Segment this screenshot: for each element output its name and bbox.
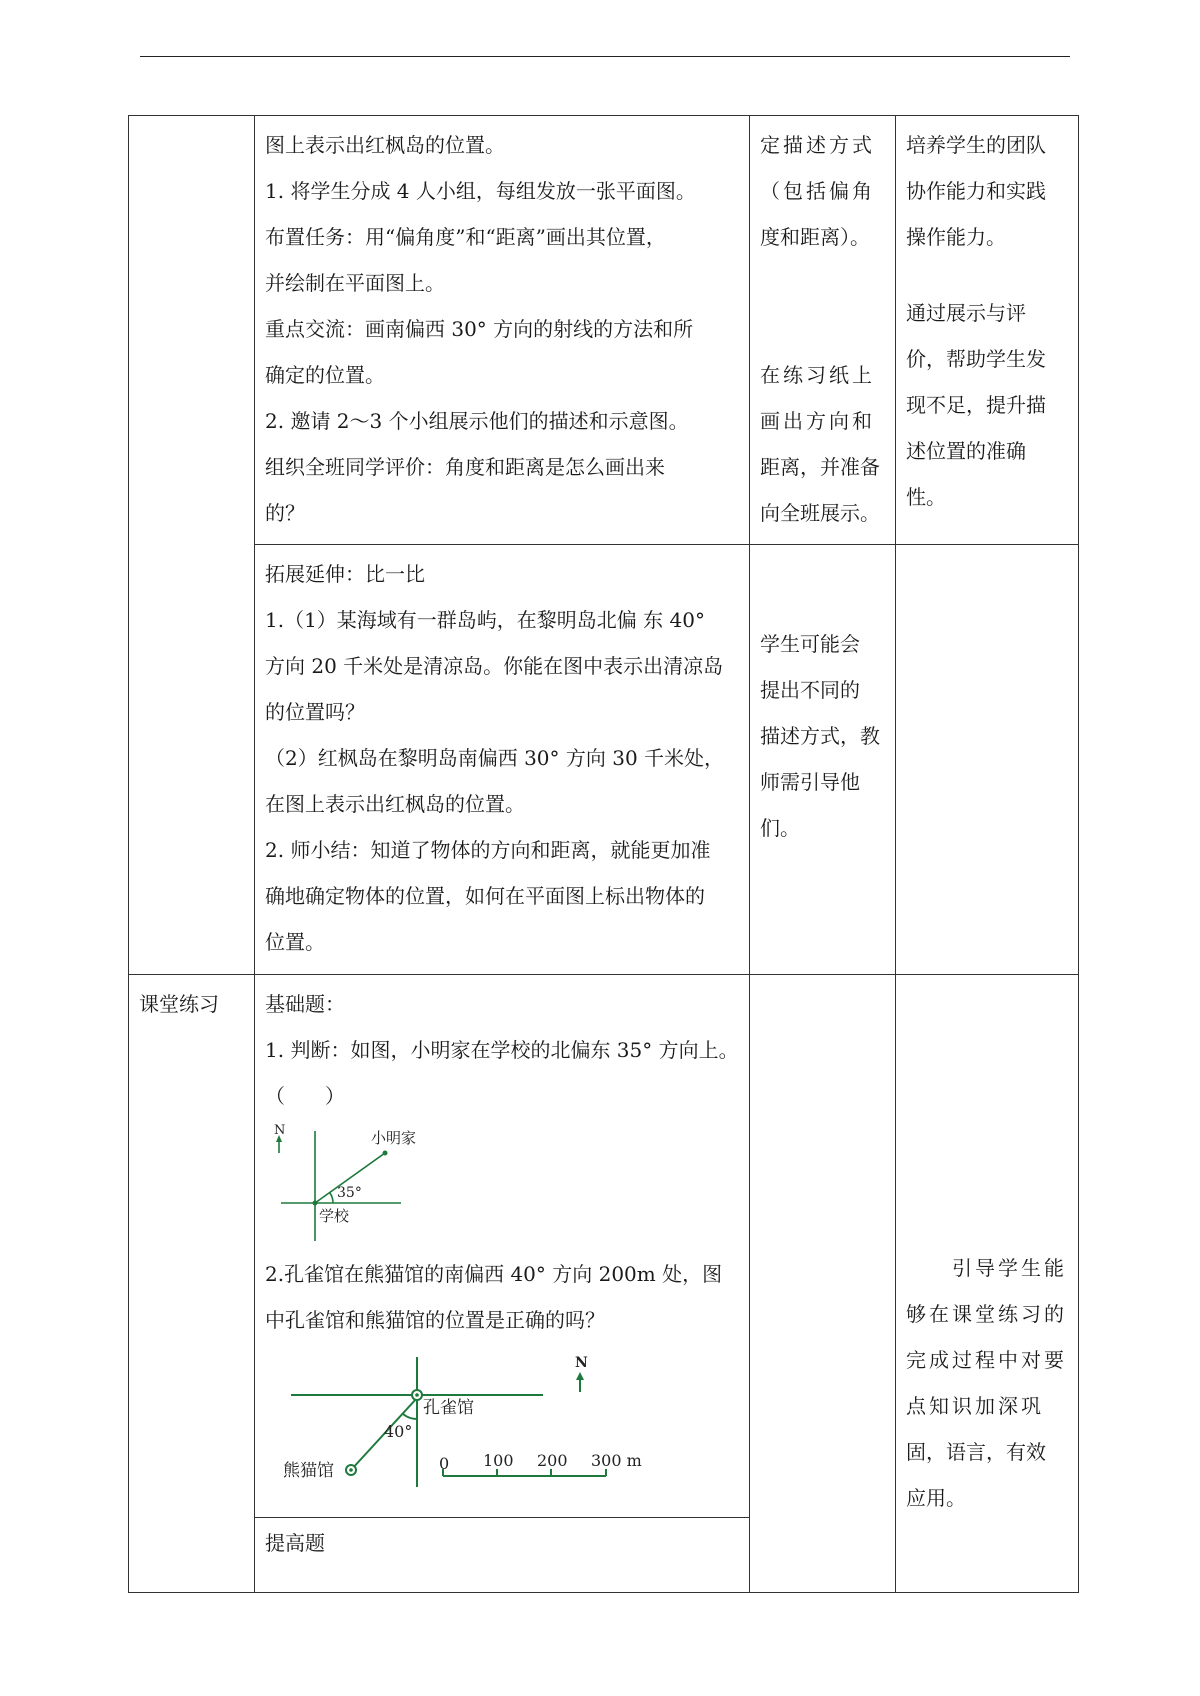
content-line: 的？ [265,501,305,525]
scale-label: 0 [439,1454,450,1473]
intent-line: 现不足，提升描 [906,393,1046,417]
content-line: 图上表示出红枫岛的位置。 [265,133,505,157]
intent-line: 操作能力。 [906,225,1006,249]
intent-line: 价，帮助学生发 [906,347,1046,371]
angle-arc [330,1193,333,1203]
content-line: 确地确定物体的位置，如何在平面图上标出物体的 [265,884,705,908]
content-line: 确定的位置。 [265,363,385,387]
home-point [383,1151,388,1156]
scale-label: 100 [483,1451,514,1470]
student-line: 定描述方式 [760,133,875,157]
intent-line: 够在课堂练习的 [906,1302,1067,1326]
scale-label: 200 [537,1451,568,1470]
student-activity-cell [750,116,896,545]
student-line: 向全班展示。 [760,501,880,525]
teaching-content-cell [255,545,750,975]
design-intent-cell [896,975,1079,1593]
student-line: 提出不同的 [760,678,860,702]
student-activity-cell-empty [750,975,896,1593]
stage-label: 课堂练习 [139,992,219,1016]
content-line: 重点交流：画南偏西 30° 方向的射线的方法和所 [265,317,694,341]
content-line: 2. 邀请 2～3 个小组展示他们的描述和示意图。 [265,409,689,433]
north-label: N [575,1355,588,1371]
intent-line: 点知识加深巩 [906,1394,1044,1418]
intent-line: 协作能力和实践 [906,179,1046,203]
stage-cell-empty [129,116,255,975]
question-1: 1. 判断：如图，小明家在学校的北偏东 35° 方向上。 [265,1038,739,1062]
content-line: 的位置吗？ [265,700,365,724]
north-label: N [274,1123,286,1138]
intent-line: 完成过程中对要 [906,1348,1067,1372]
content-line: 拓展延伸：比一比 [265,562,425,586]
student-line: 师需引导他 [760,770,860,794]
angle-label: 40° [384,1422,413,1441]
advanced-title: 提高题 [265,1531,325,1555]
student-line: 描述方式，教 [760,724,880,748]
teaching-content-cell [255,116,750,545]
intent-line: 应用。 [906,1486,966,1510]
content-line: 布置任务：用“偏角度”和“距离”画出其位置， [265,225,666,249]
design-intent-cell-empty [896,545,1079,975]
student-activity-cell [750,545,896,975]
intent-line: 固，语言，有效 [906,1440,1046,1464]
content-line: 位置。 [265,930,325,954]
school-label: 学校 [319,1207,350,1225]
table-row [129,116,1079,545]
content-line: 方向 20 千米处是清凉岛。你能在图中表示出清凉岛 [265,654,724,678]
question-2-line: 中孔雀馆和熊猫馆的位置是正确的吗？ [265,1308,605,1332]
student-line: 画出方向和 [760,409,875,433]
peacock-label: 孔雀馆 [423,1398,474,1418]
stage-cell [129,975,255,1593]
content-line: 并绘制在平面图上。 [265,271,445,295]
content-line: 在图上表示出红枫岛的位置。 [265,792,525,816]
peacock-point-dot [415,1393,419,1397]
table-row [129,975,1079,1593]
student-line: 学生可能会 [760,632,860,656]
content-line: （2）红枫岛在黎明岛南偏西 30° 方向 30 千米处， [265,746,725,770]
north-arrow-icon [576,1372,584,1380]
content-line: 2. 师小结：知道了物体的方向和距离，就能更加准 [265,838,711,862]
content-line: 1. 将学生分成 4 人小组，每组发放一张平面图。 [265,179,696,203]
school-point [313,1201,318,1206]
figure-direction-35 [267,1123,447,1243]
angle-label: 35° [337,1185,362,1201]
student-line: 在练习纸上 [760,363,875,387]
table-row [129,545,1079,975]
answer-blank: （ ） [265,1084,345,1108]
figure-direction-40 [271,1349,651,1499]
student-line: （包括偏角 [760,179,875,203]
intent-line: 通过展示与评 [906,301,1026,325]
scale-label: 300 m [591,1451,642,1470]
intent-line: 性。 [906,485,946,509]
basic-title: 基础题： [265,992,345,1016]
content-line: 1.（1）某海域有一群岛屿，在黎明岛北偏 东 40° [265,608,705,632]
lesson-plan-table [128,115,1079,1593]
header-rule [140,56,1070,57]
intent-line: 引导学生能 [906,1256,1067,1280]
student-line: 们。 [760,816,800,840]
teaching-content-cell [255,975,750,1593]
intent-line: 培养学生的团队 [906,133,1046,157]
design-intent-cell [896,116,1079,545]
student-line: 度和距离）。 [760,225,870,249]
panda-point-dot [349,1468,353,1472]
student-line: 距离，并准备 [760,455,880,479]
question-2-line: 2.孔雀馆在熊猫馆的南偏西 40° 方向 200m 处，图 [265,1262,723,1286]
content-line: 组织全班同学评价：角度和距离是怎么画出来 [265,455,665,479]
home-label: 小明家 [371,1129,417,1147]
intent-line: 述位置的准确 [906,439,1026,463]
angle-arc [403,1414,417,1419]
panda-label: 熊猫馆 [283,1461,334,1481]
